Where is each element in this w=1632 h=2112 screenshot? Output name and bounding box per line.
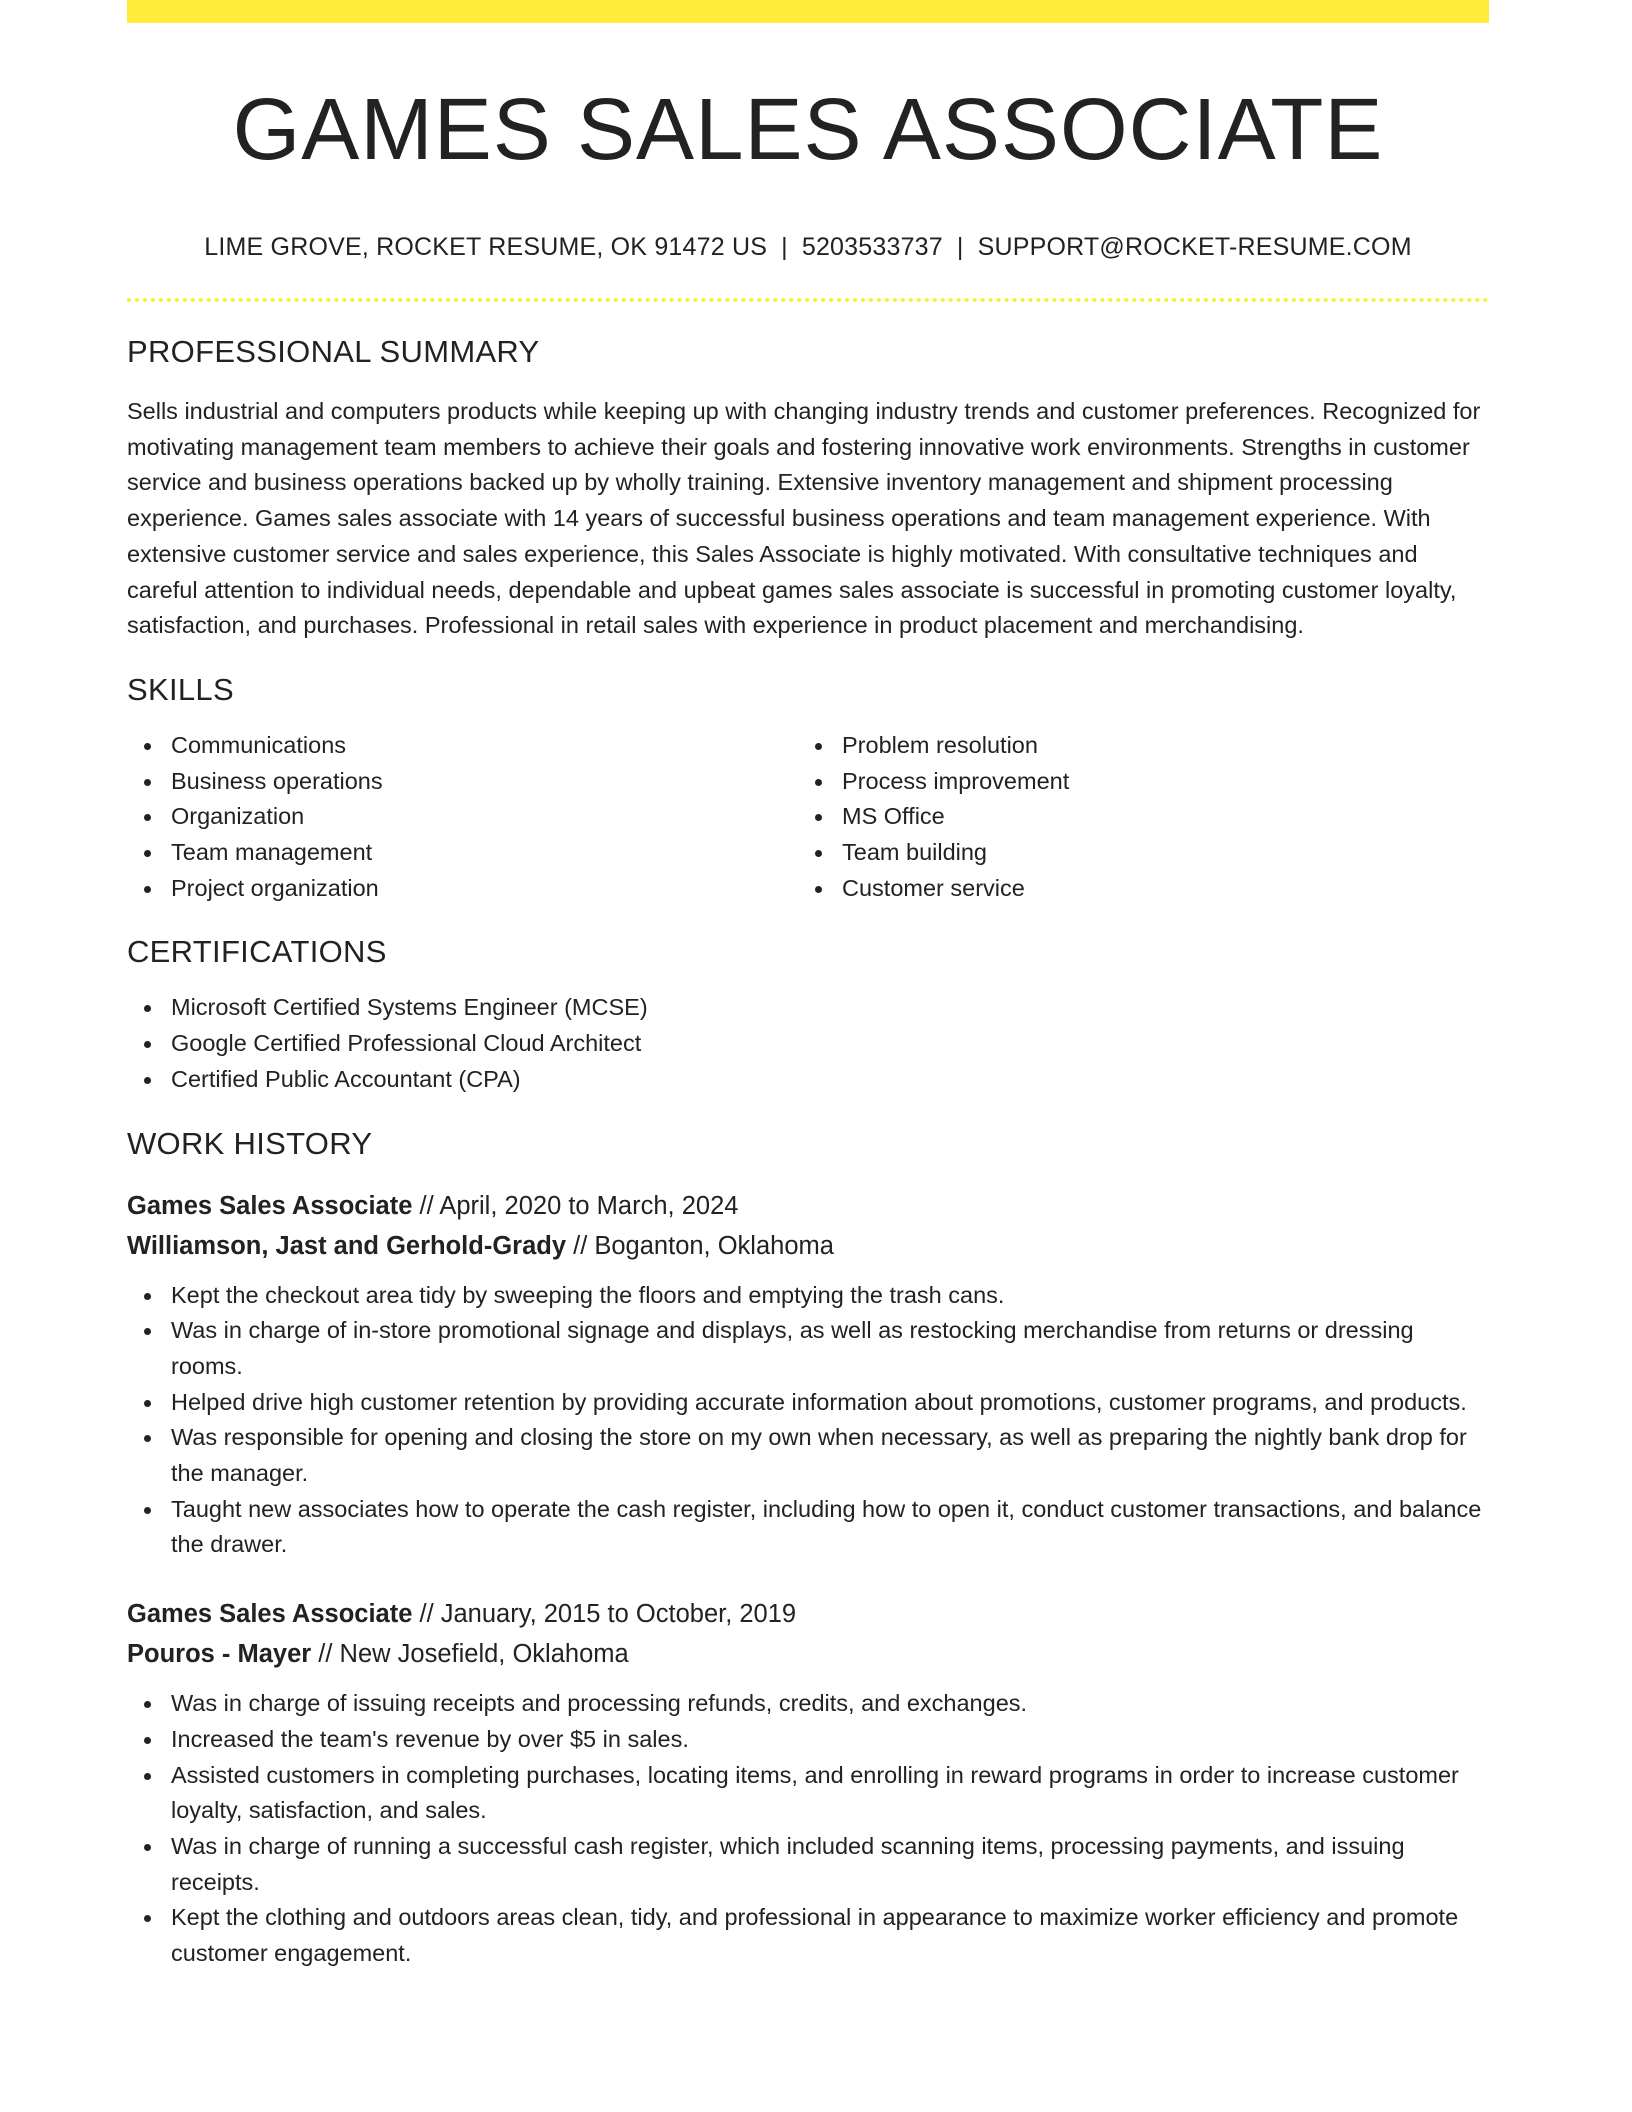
job-title-line (127, 1594, 1489, 1634)
skill-item: Communications (171, 728, 798, 764)
contact-line (127, 232, 1489, 262)
skill-item: MS Office (842, 799, 1469, 835)
job-bullet-list (127, 1278, 1489, 1564)
job-bullet: Was in charge of in-store promotional signage and displays, as well as restocking merchandise from returns or dressing rooms. (171, 1313, 1489, 1384)
skill-item: Business operations (171, 764, 798, 800)
job-bullet: Assisted customers in completing purchases, locating items, and enrolling in reward programs in order to increase customer loyalty, satisfaction, and sales. (171, 1758, 1489, 1829)
job-role: Games Sales Associate (127, 1191, 413, 1220)
work-history-heading: WORK HISTORY (127, 1125, 373, 1161)
summary-heading: PROFESSIONAL SUMMARY (127, 334, 540, 369)
contact-phone: 5203533737 (801, 233, 943, 261)
skill-item: Project organization (171, 871, 798, 907)
certification-item: Microsoft Certified Systems Engineer (MCSE) (171, 990, 1489, 1026)
job-location: // New Josefield, Oklahoma (311, 1640, 629, 1669)
resume-content (127, 0, 1489, 1972)
contact-separator: | (956, 233, 964, 261)
job-entry (127, 1186, 1489, 1564)
skill-item: Team building (842, 835, 1469, 871)
job-role: Games Sales Associate (127, 1600, 413, 1629)
resume-name: GAMES SALES ASSOCIATE (232, 81, 1384, 178)
job-title-line (127, 1186, 1489, 1226)
job-company: Williamson, Jast and Gerhold-Grady (127, 1231, 567, 1260)
job-bullet: Taught new associates how to operate the cash register, including how to open it, conduct customer transactions, and balance the drawer. (171, 1492, 1489, 1563)
job-dates: // April, 2020 to March, 2024 (412, 1191, 739, 1220)
skills-column-left (127, 728, 798, 907)
skills-heading: SKILLS (127, 671, 234, 707)
contact-email: SUPPORT@ROCKET-RESUME.COM (977, 233, 1412, 261)
skill-item: Customer service (842, 871, 1469, 907)
skill-item: Organization (171, 799, 798, 835)
skill-item: Team management (171, 835, 798, 871)
certifications-list (127, 990, 1489, 1097)
job-bullet: Was responsible for opening and closing the store on my own when necessary, as well as preparing the nightly bank drop for the manager. (171, 1420, 1489, 1491)
job-bullet: Was in charge of running a successful cash register, which included scanning items, processing payments, and issuing receipts. (171, 1829, 1489, 1900)
job-location: // Boganton, Oklahoma (566, 1231, 834, 1260)
job-company-line (127, 1226, 1489, 1266)
job-bullet: Increased the team's revenue by over $5 in sales. (171, 1722, 1489, 1758)
skills-column-right (798, 728, 1469, 907)
summary-text: Sells industrial and computers products while keeping up with changing industry trends and customer preferences. Recognized for motivating management team members to achieve their goals and fostering innovative work environments. Strengths in customer service and business operations backed up by wholly training. Extensive inventory management and shipment processing experience. Games sales associate with 14 years of successful business operations and team management experience. With extensive customer service and sales experience, this Sales Associate is highly motivated. With consultative techniques and careful attention to individual needs, dependable and upbeat games sales associate is successful in promoting customer loyalty, satisfaction, and purchases. Professional in retail sales with experience in product placement and merchandising. (127, 398, 1481, 639)
skills-columns (127, 728, 1489, 907)
job-bullet-list (127, 1686, 1489, 1972)
job-company-line (127, 1634, 1489, 1674)
job-company: Pouros - Mayer (127, 1640, 312, 1669)
job-bullet: Helped drive high customer retention by providing accurate information about promotions, customer programs, and products. (171, 1385, 1489, 1421)
contact-address: LIME GROVE, ROCKET RESUME, OK 91472 US (204, 233, 768, 261)
skill-item: Problem resolution (842, 728, 1469, 764)
certifications-heading: CERTIFICATIONS (127, 934, 387, 970)
job-bullet: Kept the clothing and outdoors areas clean, tidy, and professional in appearance to maximize worker efficiency and promote customer engagement. (171, 1900, 1489, 1971)
skills-list-left (127, 728, 798, 907)
dotted-divider (127, 298, 1489, 302)
job-dates: // January, 2015 to October, 2019 (412, 1600, 797, 1629)
job-bullet: Kept the checkout area tidy by sweeping the floors and emptying the trash cans. (171, 1278, 1489, 1314)
contact-separator: | (781, 233, 788, 261)
job-bullet: Was in charge of issuing receipts and processing refunds, credits, and exchanges. (171, 1686, 1489, 1722)
skills-list-right (798, 728, 1469, 907)
skill-item: Process improvement (842, 764, 1469, 800)
certification-item: Certified Public Accountant (CPA) (171, 1062, 1489, 1098)
job-entry (127, 1594, 1489, 1972)
certification-item: Google Certified Professional Cloud Architect (171, 1026, 1489, 1062)
